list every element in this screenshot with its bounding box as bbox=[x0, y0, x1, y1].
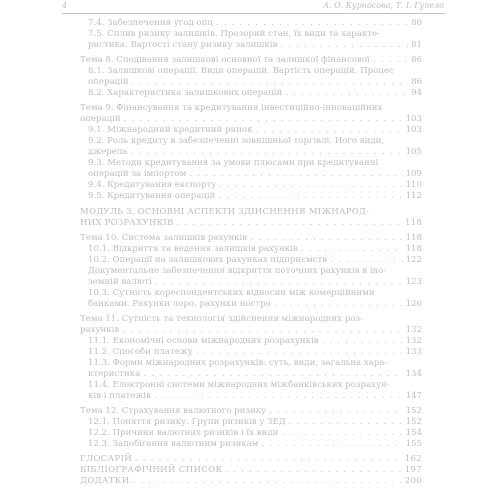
toc-entry-line bbox=[88, 147, 422, 158]
toc-page-number: 162 bbox=[404, 454, 422, 464]
toc-entry-line bbox=[80, 233, 422, 244]
toc-entry-text: МОДУЛЬ 3. ОСНОВНІ АСПЕКТИ ЗДІЙСНЕННЯ МІЖНАРОД- bbox=[80, 207, 370, 217]
dot-leader bbox=[373, 55, 408, 66]
dot-leader bbox=[124, 114, 403, 125]
toc-entry-text: БІБЛІОГРАФІЧНИЙ СПИСОК bbox=[80, 465, 223, 475]
toc-entry[interactable] bbox=[88, 66, 422, 88]
dot-leader bbox=[143, 369, 402, 380]
toc-entry-text: 10.2. Операції на залишкових рахунках підприємств bbox=[88, 255, 328, 265]
toc-entry[interactable] bbox=[80, 465, 422, 476]
toc-entry-text: Документальне забезпечення відкриття поточних рахунків в іно- bbox=[88, 266, 387, 276]
toc-entry-text: операцій bbox=[88, 77, 129, 87]
toc-entry-text: 9.1. Міжнародний кредитний ринок bbox=[88, 125, 253, 135]
dot-leader bbox=[132, 77, 408, 88]
toc-entry-text: Тема 8. Сподівання залишкові основної та залишкої фінансової bbox=[80, 55, 370, 65]
toc-entry-text: 11.1. Економічні основи міжнародних розрахунків bbox=[88, 336, 319, 346]
dot-leader bbox=[322, 336, 403, 347]
toc-entry[interactable] bbox=[80, 476, 422, 487]
toc-page-number: 155 bbox=[405, 439, 422, 449]
dot-leader bbox=[250, 233, 402, 244]
toc-entry[interactable] bbox=[88, 180, 422, 191]
toc-entry-text: 9.5. Кредитування операцій bbox=[88, 191, 216, 201]
toc-entry-text: 7.5. Сплив ризику залишків. Прозорий стан, їх види та характе- bbox=[88, 29, 380, 39]
toc-entry-text: 11.2. Способи платежу bbox=[88, 347, 193, 357]
toc-entry-line bbox=[80, 465, 422, 476]
toc-entry-line bbox=[88, 40, 422, 51]
toc-entry-text: 8.1. Залишкові операції. Види операцій. Вартість операцій. Процес bbox=[88, 66, 394, 76]
toc-page-number: 118 bbox=[405, 244, 422, 254]
toc-entry-text: 12.1. Поняття ризику. Групи ризиків у ЗЕД bbox=[88, 417, 286, 427]
toc-entry-text: 12.3. Запобігання валютним ризикам bbox=[88, 439, 259, 449]
toc-entry-text: банками. Рахунки лоро, рахунки ностро bbox=[88, 299, 271, 309]
dot-leader bbox=[255, 125, 402, 136]
toc-entry[interactable] bbox=[88, 244, 422, 255]
toc-entry-text: Тема 12. Страхування валютного ризику bbox=[80, 406, 267, 416]
toc-entry-text: ктеристика bbox=[88, 369, 141, 379]
toc-entry[interactable] bbox=[88, 125, 422, 136]
dot-leader bbox=[219, 180, 402, 191]
toc-entry[interactable] bbox=[80, 103, 422, 125]
toc-page-number: 126 bbox=[405, 299, 422, 309]
toc-entry-text: джерела bbox=[88, 147, 128, 157]
toc-page-number: 133 bbox=[405, 347, 422, 357]
dot-leader bbox=[281, 428, 402, 439]
toc-page-number: 200 bbox=[404, 476, 422, 486]
toc-page-number: 122 bbox=[405, 255, 422, 265]
toc-entry-line bbox=[80, 55, 422, 66]
toc-entry-text: операцій за імпортом bbox=[88, 169, 187, 179]
toc-page-number: 123 bbox=[405, 277, 422, 287]
toc-page-number: 197 bbox=[404, 465, 422, 475]
toc-entry-text: 7.4. Забезпечення угод опц bbox=[88, 18, 213, 28]
toc-entry[interactable] bbox=[88, 88, 422, 99]
toc-page-number: 132 bbox=[405, 336, 422, 346]
toc-entry-text: 8.2. Характеристика залишкових операцій bbox=[88, 88, 283, 98]
toc-page-number: 86 bbox=[411, 55, 422, 65]
toc-entry[interactable] bbox=[80, 207, 422, 229]
toc-entry[interactable] bbox=[80, 314, 422, 336]
toc-entry-text: ків і платежів bbox=[88, 391, 151, 401]
toc-entry[interactable] bbox=[88, 191, 422, 202]
toc-entry-line bbox=[80, 476, 422, 487]
dot-leader bbox=[133, 476, 402, 487]
toc-page-number: 132 bbox=[405, 325, 422, 335]
toc-entry-text: Тема 9. Фінансування та кредитування інвестиційно-інноваційних bbox=[80, 103, 383, 113]
dot-leader bbox=[189, 169, 402, 180]
toc-entry-line bbox=[88, 180, 422, 191]
toc-page-number: 80 bbox=[411, 18, 422, 28]
running-header bbox=[62, 0, 444, 12]
toc-entry-text: рахунків bbox=[80, 325, 120, 335]
toc-entry-line bbox=[80, 325, 422, 336]
toc-page-number: 110 bbox=[405, 180, 422, 190]
toc-entry-line bbox=[88, 347, 422, 358]
toc-page-number: 112 bbox=[405, 191, 422, 201]
toc-page-number: 105 bbox=[405, 147, 422, 157]
toc-entry[interactable] bbox=[80, 233, 422, 244]
header-authors: А. О. Курносова, Т. І. Гупело bbox=[322, 1, 444, 10]
dot-leader bbox=[196, 347, 403, 358]
dot-leader bbox=[154, 391, 403, 402]
toc-entry-line bbox=[88, 439, 422, 450]
toc-page-number: 86 bbox=[411, 77, 422, 87]
toc-entry[interactable] bbox=[88, 288, 422, 310]
dot-leader bbox=[218, 191, 402, 202]
toc-page-number: 154 bbox=[405, 428, 422, 438]
toc-entry[interactable] bbox=[88, 18, 422, 29]
toc-entry-text: ГЛОСАРІЙ bbox=[80, 454, 133, 464]
toc-entry[interactable] bbox=[88, 347, 422, 358]
dot-leader bbox=[274, 299, 403, 310]
toc-entry[interactable] bbox=[88, 158, 422, 180]
toc-entry-line bbox=[80, 406, 422, 417]
toc-entry[interactable] bbox=[88, 29, 422, 51]
toc-entry-text: 9.2. Роль кредиту в забезпеченні зовнішньої торгівлі. Його види, bbox=[88, 136, 385, 146]
table-of-contents bbox=[80, 18, 422, 487]
toc-entry-line bbox=[88, 18, 422, 29]
page-number: 4 bbox=[62, 1, 68, 10]
toc-page-number: 103 bbox=[405, 125, 422, 135]
toc-entry[interactable] bbox=[88, 136, 422, 158]
dot-leader bbox=[289, 417, 403, 428]
toc-entry-text: Тема 10. Система залишків рахунків bbox=[80, 233, 248, 243]
toc-entry-line bbox=[88, 88, 422, 99]
toc-entry[interactable] bbox=[88, 255, 422, 266]
toc-entry-text: Тема 11. Сутність та технологія здійснення міжнародних роз- bbox=[80, 314, 363, 324]
dot-leader bbox=[177, 218, 402, 229]
toc-entry-text: 11.3. Форми міжнародних розрахунків: суть, види, загальна хара- bbox=[88, 358, 388, 368]
toc-entry-text: 9.3. Методи кредитування за умови плюсами при кредитуванні bbox=[88, 158, 379, 168]
toc-entry-line bbox=[88, 299, 422, 310]
toc-page-number: 147 bbox=[405, 391, 422, 401]
toc-entry-line bbox=[88, 77, 422, 88]
dot-leader bbox=[225, 465, 401, 476]
toc-entry[interactable] bbox=[88, 428, 422, 439]
toc-entry[interactable] bbox=[80, 406, 422, 417]
toc-entry-text: ДОДАТКИ bbox=[80, 476, 130, 486]
header-divider bbox=[62, 13, 445, 14]
toc-page-number: 109 bbox=[405, 169, 422, 179]
toc-entry-line bbox=[88, 391, 422, 402]
toc-entry-text: 11.4. Електронні системи міжнародних міжбанківських розрахун- bbox=[88, 380, 390, 390]
dot-leader bbox=[262, 439, 403, 450]
toc-entry-line bbox=[88, 417, 422, 428]
toc-entry[interactable] bbox=[88, 266, 422, 288]
dot-leader bbox=[135, 454, 402, 465]
dot-leader bbox=[130, 147, 402, 158]
dot-leader bbox=[269, 406, 402, 417]
toc-page-number: 94 bbox=[411, 88, 422, 98]
toc-page-number: 81 bbox=[411, 40, 422, 50]
dot-leader bbox=[155, 277, 403, 288]
dot-leader bbox=[285, 88, 408, 99]
toc-entry-line bbox=[88, 191, 422, 202]
toc-entry-line bbox=[88, 369, 422, 380]
dot-leader bbox=[122, 325, 402, 336]
toc-page-number: 152 bbox=[405, 406, 422, 416]
toc-entry-line bbox=[80, 218, 422, 229]
toc-entry-text: операцій bbox=[80, 114, 121, 124]
toc-entry[interactable] bbox=[88, 439, 422, 450]
toc-entry-text: земній валюті bbox=[88, 277, 152, 287]
toc-entry[interactable] bbox=[80, 454, 422, 465]
toc-entry-line bbox=[88, 428, 422, 439]
toc-page-number: 134 bbox=[405, 369, 422, 379]
toc-entry-text: 9.4. Кредитування експорту bbox=[88, 180, 217, 190]
toc-page-number: 152 bbox=[405, 417, 422, 427]
toc-page-number: 103 bbox=[405, 114, 422, 124]
toc-entry-line bbox=[80, 114, 422, 125]
dot-leader bbox=[216, 18, 408, 29]
toc-entry-line bbox=[88, 255, 422, 266]
toc-entry[interactable] bbox=[88, 336, 422, 347]
dot-leader bbox=[280, 40, 408, 51]
toc-entry-line bbox=[80, 454, 422, 465]
dot-leader bbox=[330, 255, 403, 266]
toc-entry-line bbox=[88, 336, 422, 347]
toc-entry-text: 10.3. Сутність кореспондентських відносин між комерційними bbox=[88, 288, 375, 298]
dot-leader bbox=[301, 244, 403, 255]
toc-entry-text: 12.2. Причини валютних ризиків і їх види bbox=[88, 428, 279, 438]
toc-entry-line bbox=[88, 169, 422, 180]
toc-page-number: 118 bbox=[405, 233, 422, 243]
toc-entry-text: ристика. Вартості стану ризику залишків bbox=[88, 40, 278, 50]
toc-entry[interactable] bbox=[88, 358, 422, 380]
toc-entry-line bbox=[88, 244, 422, 255]
toc-entry-text: НИХ РОЗРАХУНКІВ bbox=[80, 218, 174, 228]
toc-entry[interactable] bbox=[88, 417, 422, 428]
toc-entry-line bbox=[88, 277, 422, 288]
toc-entry-line bbox=[88, 125, 422, 136]
toc-entry[interactable] bbox=[88, 380, 422, 402]
toc-entry[interactable] bbox=[80, 55, 422, 66]
toc-entry-text: 10.1. Відкриття та ведення залишків рахунків bbox=[88, 244, 298, 254]
toc-page-number: 118 bbox=[404, 218, 422, 228]
